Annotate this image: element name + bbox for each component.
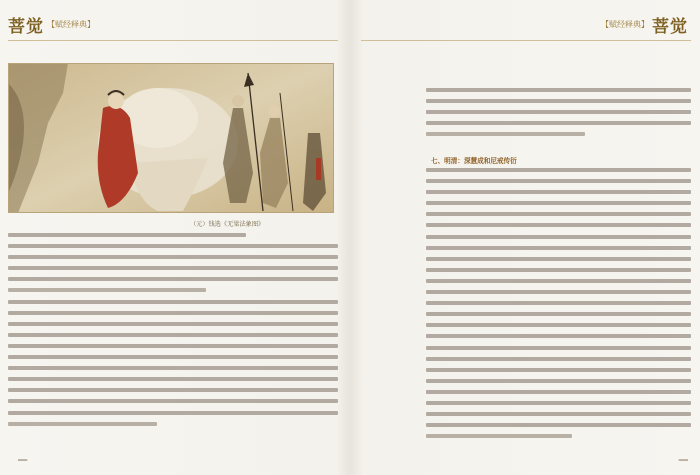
figure-painting — [8, 63, 334, 213]
text-line — [8, 411, 338, 415]
text-line — [8, 366, 338, 370]
text-line — [426, 190, 691, 194]
text-line — [426, 401, 691, 405]
text-line — [8, 322, 338, 326]
left-header — [8, 12, 95, 37]
right-header — [601, 12, 688, 37]
left-body-text — [8, 233, 338, 433]
text-line — [426, 312, 691, 316]
text-line — [426, 212, 691, 216]
text-line — [426, 168, 691, 172]
left-header-rule — [8, 40, 338, 41]
text-line — [426, 423, 691, 427]
text-line — [8, 288, 206, 292]
text-line — [426, 279, 691, 283]
text-line — [426, 235, 691, 239]
text-line — [426, 121, 691, 125]
text-line — [8, 266, 338, 270]
right-body-text — [426, 168, 691, 445]
text-line — [8, 399, 338, 403]
right-folio: ▁▁ — [678, 454, 688, 461]
text-line — [426, 99, 691, 103]
text-line — [426, 412, 691, 416]
text-line — [8, 233, 246, 237]
left-brand-label: 【赋经释典】 — [47, 20, 95, 29]
text-line — [426, 179, 691, 183]
text-line — [8, 311, 338, 315]
text-line — [8, 422, 157, 426]
right-brand-title: 菩觉 — [652, 17, 688, 37]
left-brand-title: 菩觉 — [8, 17, 44, 37]
text-line — [426, 368, 691, 372]
text-line — [426, 346, 691, 350]
text-line — [426, 379, 691, 383]
text-line — [426, 390, 691, 394]
text-line — [8, 377, 338, 381]
painting-illustration — [8, 63, 334, 213]
figure-caption: （元）钱选《无梁法象图》 — [190, 221, 265, 228]
text-line — [8, 244, 338, 248]
left-page — [0, 0, 349, 475]
text-line — [426, 246, 691, 250]
right-brand-label: 【赋经释典】 — [601, 20, 649, 29]
text-line — [8, 388, 338, 392]
text-line — [8, 300, 338, 304]
text-line — [426, 223, 691, 227]
right-header-rule — [361, 40, 691, 41]
text-line — [426, 301, 691, 305]
right-intro-text — [426, 88, 691, 143]
right-page — [351, 0, 700, 475]
text-line — [8, 255, 338, 259]
text-line — [426, 334, 691, 338]
text-line — [8, 333, 338, 337]
section-heading: 七、明清：深慧成和尼戒传衍 — [431, 157, 517, 165]
text-line — [426, 201, 691, 205]
text-line — [426, 257, 691, 261]
text-line — [426, 323, 691, 327]
text-line — [426, 268, 691, 272]
text-line — [8, 355, 338, 359]
text-line — [8, 344, 338, 348]
left-folio: ▁▁ — [18, 454, 28, 461]
text-line — [426, 357, 691, 361]
text-line — [426, 110, 691, 114]
text-line — [426, 132, 585, 136]
text-line — [426, 434, 572, 438]
text-line — [8, 277, 338, 281]
text-line — [426, 88, 691, 92]
text-line — [426, 290, 691, 294]
